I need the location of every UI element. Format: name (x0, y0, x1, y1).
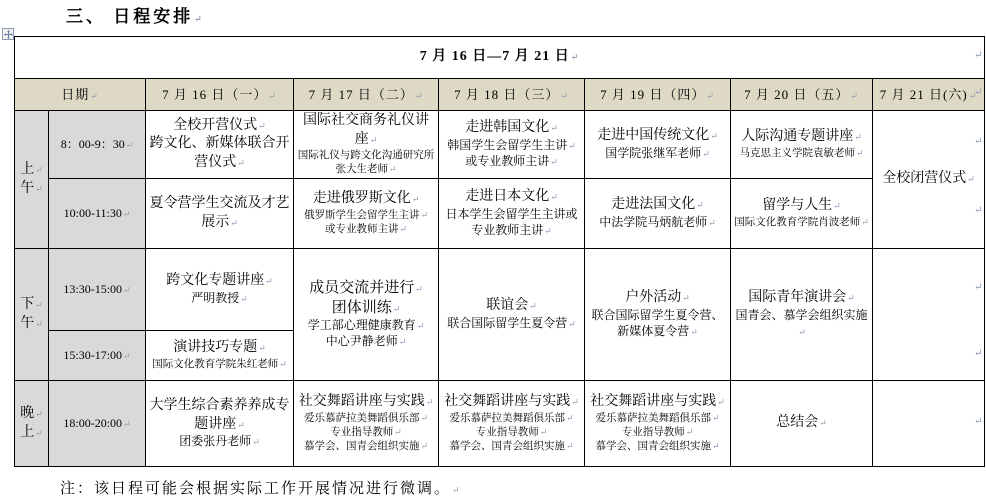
cell-line: 成员交流并进行↵ (309, 279, 423, 296)
cell-line: 晚↵ (20, 406, 43, 422)
paragraph-mark-icon: ↵ (230, 217, 238, 228)
cell-afternoon-jul19[interactable] (585, 249, 731, 381)
cell-line: 爱乐慕萨拉美舞蹈俱乐部↵ (595, 412, 720, 424)
cell-line: 户外活动↵ (625, 290, 690, 306)
paragraph-mark-icon: ↵ (696, 200, 704, 211)
paragraph-mark-icon: ↵ (425, 397, 434, 408)
cell-line: 国际社交商务礼仪讲座↵ (303, 113, 429, 147)
cell-r2-jul18[interactable] (439, 179, 585, 249)
cell-line: 7 月 16 日（一）↵ (162, 86, 277, 102)
paragraph-mark-icon: ↵ (237, 419, 245, 430)
cell-line: 专业指导教师↵ (621, 426, 694, 438)
paragraph-mark-icon: ↵ (258, 120, 266, 131)
cell-line: 走进法国文化↵ (611, 197, 704, 213)
paragraph-mark-icon: ↵ (420, 412, 429, 423)
cell-line: 专业指导教师↵ (330, 426, 402, 438)
cell-line: 中心尹静老师↵ (325, 334, 407, 349)
cell-r5-jul16[interactable] (146, 381, 294, 467)
paragraph-mark-icon: ↵ (550, 192, 558, 203)
cell-r1-jul16[interactable] (146, 111, 294, 179)
paragraph-mark-icon: ↵ (568, 140, 576, 151)
cell-line: 慕学会、国青会组织实施↵ (449, 440, 574, 452)
cell-line: 下↵ (20, 297, 43, 313)
paragraph-mark-icon: ↵ (568, 318, 576, 329)
cell-r4-jul16[interactable] (146, 331, 294, 381)
cell-line: 演讲技巧专题↵ (173, 340, 266, 356)
paragraph-mark-icon: ↵ (399, 223, 408, 234)
end-of-row-mark: ↵ (974, 87, 983, 98)
paragraph-mark-icon: ↵ (967, 174, 975, 185)
header-jul16-cell[interactable] (146, 79, 294, 111)
paragraph-mark-icon: ↵ (565, 440, 574, 451)
cell-afternoon-jul17[interactable] (294, 249, 439, 381)
paragraph-mark-icon: ↵ (529, 301, 537, 312)
cell-line: 联合国际留学生夏令营、新媒体夏令营↵ (591, 307, 724, 338)
paragraph-mark-icon: ↵ (833, 201, 841, 212)
end-of-row-mark: ↵ (974, 348, 983, 359)
cell-r2-jul16[interactable] (146, 179, 294, 249)
cell-line: 社交舞蹈讲座与实践↵ (590, 394, 725, 410)
paragraph-mark-icon: ↵ (35, 183, 43, 194)
paragraph-mark-icon: ↵ (850, 90, 859, 101)
cell-r1-jul20[interactable] (731, 111, 873, 179)
paragraph-mark-icon: ↵ (539, 426, 548, 437)
time-1530-1700-cell[interactable] (49, 331, 146, 381)
paragraph-mark-icon: ↵ (35, 300, 43, 311)
cell-line: 俄罗斯学生会留学生主讲↵ (303, 209, 429, 221)
footnote-text: 注：该日程可能会根据实际工作开展情况进行微调。 (60, 481, 452, 497)
cell-r1-jul17[interactable] (294, 111, 439, 179)
paragraph-mark-icon: ↵ (90, 90, 99, 101)
cell-line: 7 月 19 日（四）↵ (600, 86, 715, 102)
paragraph-mark-icon: ↵ (711, 440, 720, 451)
cell-line: 18:00-20:00↵ (63, 415, 131, 430)
header-jul18-cell[interactable] (439, 79, 585, 111)
paragraph-mark-icon: ↵ (702, 148, 710, 159)
paragraph-mark-icon: ↵ (685, 426, 694, 437)
header-jul17-cell[interactable] (294, 79, 439, 111)
paragraph-mark-icon: ↵ (420, 440, 429, 451)
cell-afternoon-jul20[interactable] (731, 249, 873, 381)
cell-line: 或专业教师主讲↵ (324, 223, 408, 235)
cell-r5-jul17[interactable] (294, 381, 439, 467)
document-heading-text: 三、 日程安排 (66, 7, 194, 26)
cell-line: 跨文化、新媒体联合开营仪式↵ (149, 136, 290, 170)
paragraph-mark-icon: ↵ (706, 90, 715, 101)
paragraph-mark-icon: ↵ (265, 276, 273, 287)
cell-r5-jul18[interactable] (439, 381, 585, 467)
cell-line: 中法学院马炳航老师↵ (599, 214, 716, 229)
cell-line: 留学与人生↵ (762, 198, 841, 214)
cell-line: 爱乐慕萨拉美舞蹈俱乐部↵ (303, 412, 429, 424)
cell-r5-jul19[interactable] (585, 381, 731, 467)
cell-r2-jul17[interactable] (294, 179, 439, 249)
paragraph-mark-icon: ↵ (388, 163, 397, 174)
cell-afternoon-jul21[interactable] (873, 249, 985, 381)
cell-r2-jul19[interactable] (585, 179, 731, 249)
paragraph-mark-icon: ↵ (708, 217, 716, 228)
paragraph-mark-icon: ↵ (398, 337, 407, 348)
cell-line: 联合国际留学生夏令营↵ (447, 315, 576, 330)
cell-line: 社交舞蹈讲座与实践↵ (298, 394, 434, 410)
cell-line: 严明教授↵ (191, 290, 248, 305)
end-of-row-mark: ↵ (974, 50, 983, 61)
cell-line: 7 月 18 日（三）↵ (454, 86, 569, 102)
header-jul21-cell[interactable] (873, 79, 985, 111)
end-of-row-mark: ↵ (974, 282, 983, 293)
cell-line: 走进中国传统文化↵ (597, 128, 718, 144)
paragraph-mark-icon: ↵ (690, 326, 698, 337)
paragraph-mark-icon: ↵ (369, 134, 378, 145)
cell-r5-jul20[interactable] (731, 381, 873, 467)
paragraph-mark-icon: ↵ (452, 485, 462, 495)
paragraph-mark-icon: ↵ (854, 132, 862, 143)
paragraph-mark-icon: ↵ (544, 225, 552, 236)
time-1800-2000-cell[interactable] (49, 381, 146, 467)
cell-line: 夏令营学生交流及才艺展示↵ (149, 196, 290, 230)
cell-morning-jul21[interactable] (873, 111, 985, 249)
cell-line: 跨文化专题讲座↵ (166, 273, 273, 289)
cell-r5-jul21[interactable] (873, 381, 985, 467)
cell-line: 午↵ (20, 180, 43, 196)
cell-line: 或专业教师主讲↵ (465, 153, 558, 168)
cell-line: 7 月 16 日—7 月 21 日↵ (419, 49, 580, 65)
paragraph-mark-icon: ↵ (35, 165, 43, 176)
cell-line: 走进韩国文化↵ (465, 120, 558, 136)
cell-line: 7 月 20 日（五）↵ (744, 86, 859, 102)
period-morning-cell[interactable] (15, 111, 49, 249)
paragraph-mark-icon: ↵ (240, 293, 248, 304)
cell-line: 社交舞蹈讲座与实践↵ (444, 394, 579, 410)
cell-line: 团体训练↵ (331, 299, 401, 316)
end-of-row-mark: ↵ (974, 136, 983, 147)
paragraph-mark-icon: ↵ (420, 209, 429, 220)
header-date-cell[interactable] (15, 79, 146, 111)
paragraph-mark-icon: ↵ (279, 358, 287, 369)
cell-line: 13:30-15:00↵ (63, 281, 131, 296)
cell-line: 日期↵ (61, 86, 99, 102)
paragraph-mark-icon: ↵ (570, 52, 580, 63)
schedule-table (14, 36, 985, 467)
cell-line: 联谊会↵ (486, 298, 537, 314)
paragraph-mark-icon: ↵ (861, 216, 869, 227)
cell-line: 人际沟通专题讲座↵ (741, 129, 862, 145)
cell-line: 韩国学生会留学生主讲↵ (447, 137, 576, 152)
paragraph-mark-icon: ↵ (550, 123, 558, 134)
paragraph-mark-icon: ↵ (394, 426, 402, 437)
footnote (60, 477, 462, 498)
paragraph-mark-icon: ↵ (968, 90, 978, 101)
period-afternoon-cell[interactable] (15, 249, 49, 381)
paragraph-mark-icon: ↵ (411, 194, 420, 205)
cell-line: 马克思主义学院袁敏老师↵ (739, 147, 864, 159)
paragraph-mark-icon: ↵ (268, 90, 277, 101)
end-of-row-mark: ↵ (974, 205, 983, 216)
cell-line: 15:30-17:00↵ (63, 347, 131, 362)
cell-r2-jul20[interactable] (731, 179, 873, 249)
cell-r3-jul16[interactable] (146, 249, 294, 331)
cell-line: 全校闭营仪式↵ (882, 171, 975, 187)
cell-line: 7 月 21 日(六)↵ (879, 86, 978, 102)
paragraph-mark-icon: ↵ (252, 437, 260, 448)
cell-line: 大学生综合素养养成专题讲座↵ (149, 398, 290, 432)
header-jul19-cell[interactable] (585, 79, 731, 111)
period-evening-cell[interactable] (15, 381, 49, 467)
cell-line: 走进俄罗斯文化↵ (312, 191, 420, 207)
paragraph-mark-icon: ↵ (571, 397, 579, 408)
paragraph-mark-icon: ↵ (416, 321, 425, 332)
cell-line: 慕学会、国青会组织实施↵ (303, 440, 429, 452)
paragraph-mark-icon: ↵ (414, 90, 424, 101)
time-0800-0930-cell[interactable] (49, 111, 146, 179)
paragraph-mark-icon: ↵ (565, 412, 574, 423)
cell-line: 总结会↵ (776, 415, 827, 431)
paragraph-mark-icon: ↵ (125, 139, 134, 150)
paragraph-mark-icon: ↵ (194, 14, 205, 24)
cell-afternoon-jul18[interactable] (439, 249, 585, 381)
table-title-cell[interactable] (15, 37, 985, 79)
header-jul20-cell[interactable] (731, 79, 873, 111)
paragraph-mark-icon: ↵ (717, 397, 725, 408)
paragraph-mark-icon: ↵ (819, 418, 827, 429)
cell-line: 国际青年演讲会↵ (748, 290, 855, 306)
cell-line: 国际礼仪与跨文化沟通研究所张大生老师↵ (297, 150, 435, 175)
cell-line: 慕学会、国青会组织实施↵ (595, 440, 720, 452)
cell-line: 专业指导教师↵ (475, 426, 548, 438)
paragraph-mark-icon: ↵ (123, 418, 131, 429)
cell-line: 日本学生会留学生主讲或专业教师主讲↵ (445, 206, 578, 237)
paragraph-mark-icon: ↵ (35, 427, 43, 438)
cell-r1-jul18[interactable] (439, 111, 585, 179)
paragraph-mark-icon: ↵ (35, 409, 43, 420)
paragraph-mark-icon: ↵ (237, 157, 245, 168)
paragraph-mark-icon: ↵ (710, 131, 718, 142)
cell-line: 8：00-9：30↵ (60, 136, 134, 151)
cell-line: 团委张丹老师↵ (179, 434, 260, 449)
paragraph-mark-icon: ↵ (847, 293, 855, 304)
paragraph-mark-icon: ↵ (258, 343, 266, 354)
cell-line: 上↵ (20, 162, 43, 178)
cell-line: 午↵ (20, 315, 43, 331)
paragraph-mark-icon: ↵ (35, 318, 43, 329)
time-1000-1130-cell[interactable] (49, 179, 146, 249)
paragraph-mark-icon: ↵ (123, 284, 131, 295)
paragraph-mark-icon: ↵ (682, 293, 690, 304)
cell-line: 全校开营仪式↵ (173, 117, 266, 133)
cell-line: 国际文化教育学院肖波老师↵ (734, 216, 869, 228)
end-of-row-mark: ↵ (974, 416, 983, 427)
cell-line: 国青会、慕学会组织实施↵ (735, 307, 868, 337)
paragraph-mark-icon: ↵ (798, 326, 806, 337)
cell-line: 7 月 17 日（二）↵ (308, 86, 424, 102)
paragraph-mark-icon: ↵ (855, 147, 864, 158)
cell-line: 国学院张继军老师↵ (605, 145, 710, 160)
cell-line: 爱乐慕萨拉美舞蹈俱乐部↵ (449, 412, 574, 424)
paragraph-mark-icon: ↵ (560, 90, 569, 101)
paragraph-mark-icon: ↵ (122, 208, 131, 219)
paragraph-mark-icon: ↵ (550, 156, 558, 167)
paragraph-mark-icon: ↵ (123, 350, 131, 361)
cell-r1-jul19[interactable] (585, 111, 731, 179)
time-1330-1500-cell[interactable] (49, 249, 146, 331)
paragraph-mark-icon: ↵ (711, 412, 720, 423)
paragraph-mark-icon: ↵ (392, 303, 401, 314)
cell-line: 学工部心理健康教育↵ (307, 318, 425, 333)
table-move-handle-icon[interactable] (2, 28, 14, 40)
cell-line: 10:00-11:30↵ (63, 205, 131, 220)
cell-line: 走进日本文化↵ (465, 189, 558, 205)
four-arrows-icon (4, 30, 13, 39)
cell-line: 上↵ (20, 424, 43, 440)
paragraph-mark-icon: ↵ (415, 283, 423, 294)
document-heading (66, 2, 205, 27)
cell-line: 国际文化教育学院朱红老师↵ (152, 358, 287, 370)
